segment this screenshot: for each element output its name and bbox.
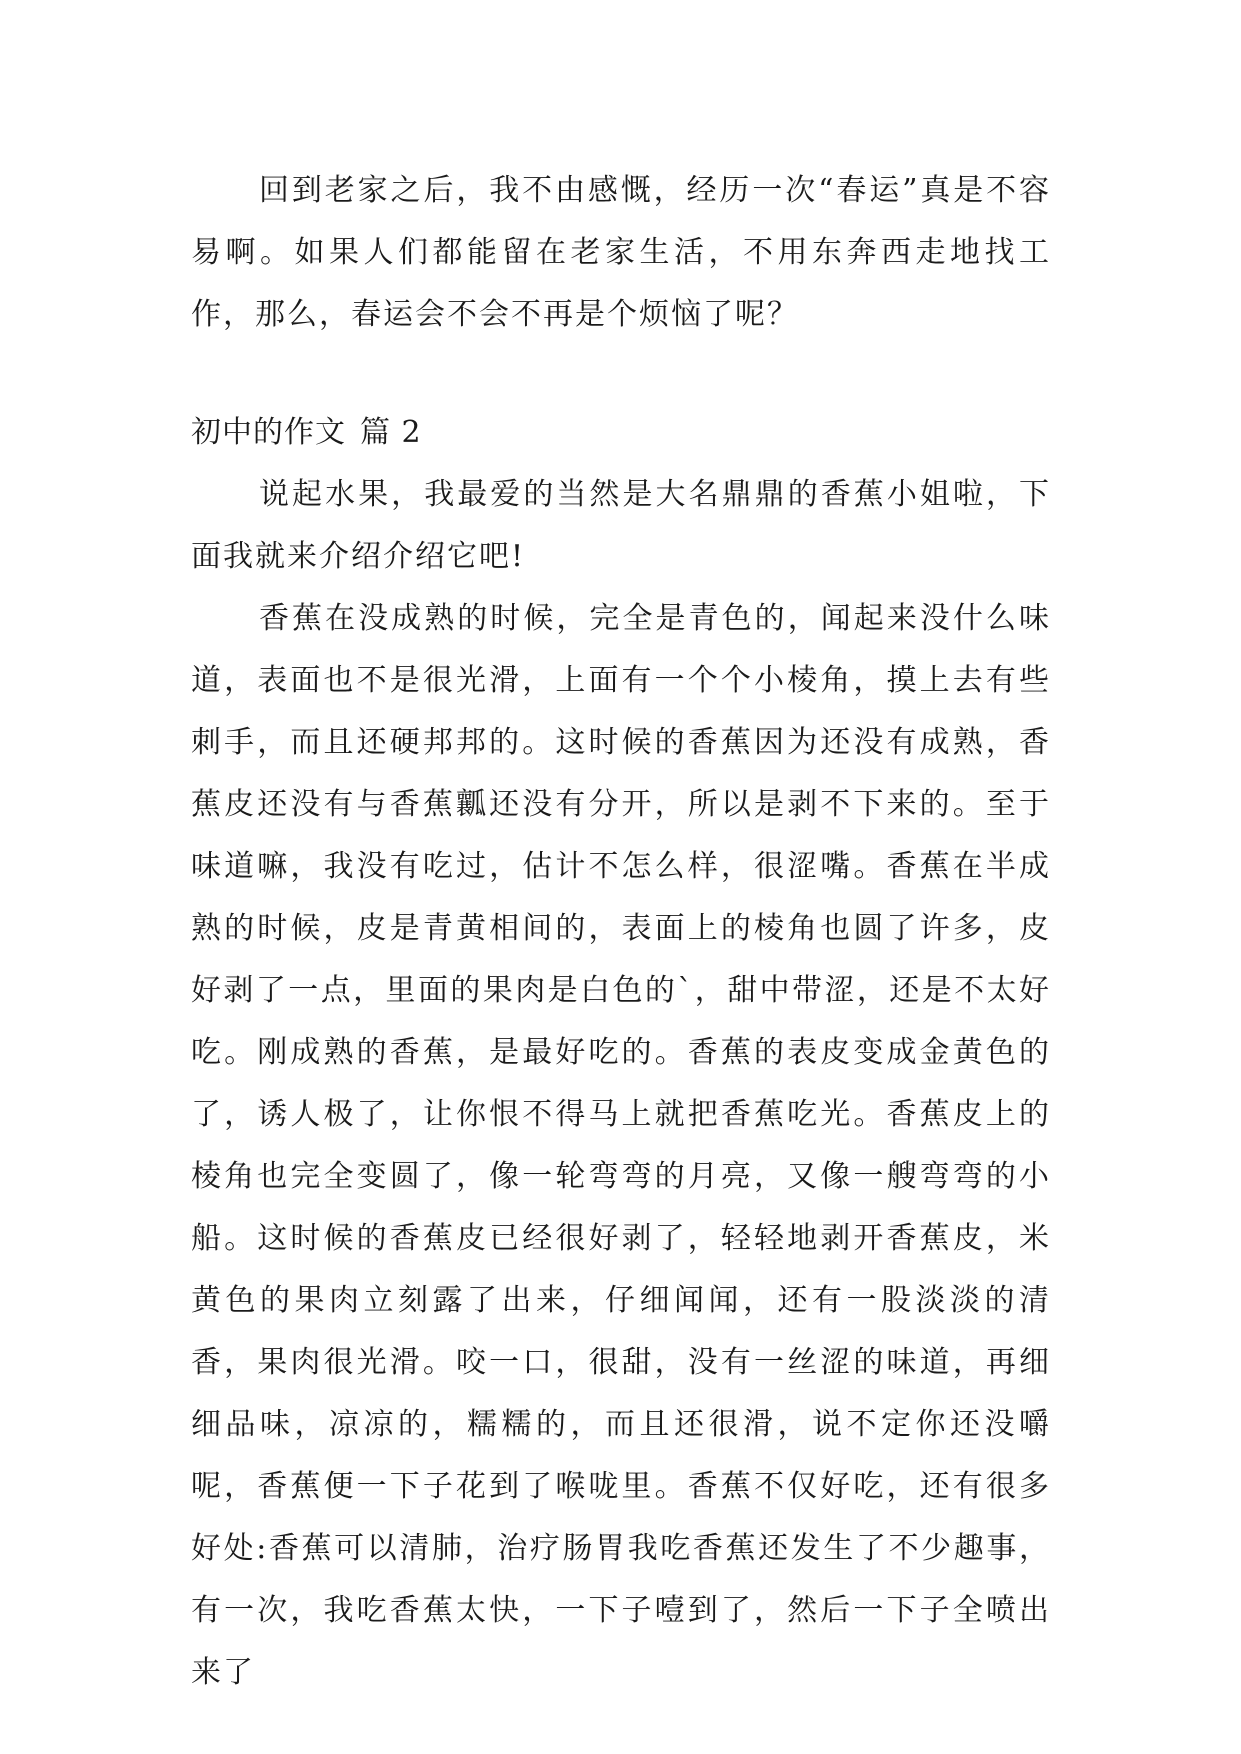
paragraph-intro: 回到老家之后，我不由感慨，经历一次“春运”真是不容易啊。如果人们都能留在老家生活，不用东奔西走地找工作，那么，春运会不会不再是个烦恼了呢？ (191, 173, 1051, 332)
heading-title: 初中的作文 (191, 415, 346, 450)
document-body (191, 160, 1051, 1704)
section-heading (191, 402, 1051, 464)
paragraph-2: 香蕉在没成熟的时候，完全是青色的，闻起来没什么味道，表面也不是很光滑，上面有一个个小棱角，摸上去有些刺手，而且还硬邦邦的。这时候的香蕉因为还没有成熟，香蕉皮还没有与香蕉瓤还没有分开，所以是剥不下来的。至于味道嘛，我没有吃过，估计不怎么样，很涩嘴。香蕉在半成熟的时候，皮是青黄相间的，表面上的棱角也圆了许多，皮好剥了一点，里面的果肉是白色的`，甜中带涩，还是不太好吃。刚成熟的香蕉，是最好吃的。香蕉的表皮变成金黄色的了，诱人极了，让你恨不得马上就把香蕉吃光。香蕉皮上的棱角也完全变圆了，像一轮弯弯的月亮，又像一艘弯弯的小船。这时候的香蕉皮已经很好剥了，轻轻地剥开香蕉皮，米黄色的果肉立刻露了出来，仔细闻闻，还有一股淡淡的清香，果肉很光滑。咬一口，很甜，没有一丝涩的味道，再细细品味，凉凉的，糯糯的，而且还很滑，说不定你还没嚼呢，香蕉便一下子花到了喉咙里。香蕉不仅好吃，还有很多好处:香蕉可以清肺，治疗肠胃我吃香蕉还发生了不少趣事，有一次，我吃香蕉太快，一下子噎到了，然后一下子全喷出来了 (191, 601, 1051, 1690)
heading-suffix: 篇 2 (360, 415, 422, 450)
paragraph-1: 说起水果，我最爱的当然是大名鼎鼎的香蕉小姐啦，下面我就来介绍介绍它吧! (191, 477, 1051, 574)
